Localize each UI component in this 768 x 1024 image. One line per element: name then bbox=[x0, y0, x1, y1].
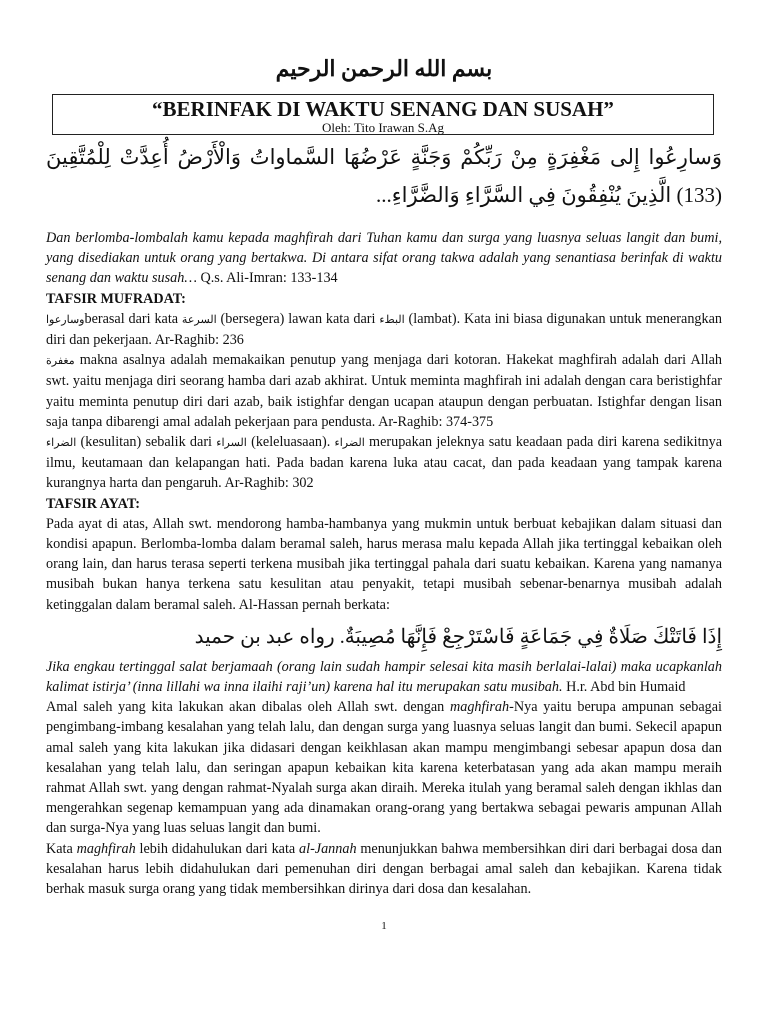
entry-text: (lambat). Kata ini biasa digunakan untuk menerangkan diri dan pekerjaan. Ar-Raghib: 236 bbox=[46, 310, 722, 349]
author-line: Oleh: Tito Irawan S.Ag bbox=[321, 120, 445, 135]
paragraph-text: menunjukkan bahwa membersihkan diri dari berbagai dosa dan kesalahan harus lebih didahulukan dari pemenuhan diri dengan berbagai amal saleh dan kebajikan. Karena tidak berhak masuk surga orang yang tidak membersihkan dirinya dari dosa dan kesalahan. bbox=[46, 840, 722, 898]
paragraph-text: Amal saleh yang kita lakukan akan dibalas oleh Allah swt. dengan bbox=[46, 699, 450, 716]
mufradat-heading: TAFSIR MUFRADAT: bbox=[46, 290, 186, 307]
verse-translation bbox=[46, 228, 722, 289]
ayat-heading: TAFSIR AYAT: bbox=[46, 495, 140, 512]
paragraph-text: Kata bbox=[46, 840, 77, 857]
mufradat-entry-3 bbox=[46, 432, 722, 494]
arabic-term: مغفرة bbox=[46, 355, 75, 368]
entry-text: (kesulitan) sebalik dari bbox=[76, 434, 217, 451]
page-title: “BERINFAK DI WAKTU SENANG DAN SUSAH” bbox=[152, 97, 614, 121]
hadith-translation-text: Jika engkau tertinggal salat berjamaah (orang lain sudah hampir selesai kita masih berlalai-lalai) maka ucapkanlah kalimat istirja’ (inna lillahi wa inna ilaihi raji’un) karena hal itu merupakan satu musibah. bbox=[46, 658, 722, 696]
arabic-term: وسارعوا bbox=[46, 313, 85, 326]
entry-text: makna asalnya adalah memakaikan penutup yang menjaga dari kotoran. Hakekat maghfirah adalah dari Allah swt. yaitu menjaga diri seorang hamba dari azab akhirat. Untuk meminta maghfirah ini adalah dengan cara beristighfar yaitu meminta penutup diri dari azab, baik istighfar dengan ucapan ataupun dengan perbuatan. Istighfar dengan lisan saja tanpa dibarengi amal adalah pekerjaan para pendusta. Ar-Raghib: 374-375 bbox=[46, 352, 722, 430]
entry-text: (keleluasaan). bbox=[246, 434, 335, 451]
paragraph-text: lebih didahulukan dari kata bbox=[135, 840, 300, 857]
page-number: 1 bbox=[381, 920, 387, 932]
paragraph-text: -Nya yaitu berupa ampunan sebagai pengimbang-imbang kesalahan yang telah lalu, dan dengan surga yang luasnya seluas langit dan bumi. Sekecil apapun amal saleh yang kita lakukan jika didasari dengan keikhlasan akan mampu mengimbangi sebesar apapun dosa dan kesalahan yang telah lalu, dan seringan apapun kebaikan kita karena keterbatasan yang ada akan mampu meraih rahmat Allah swt. yang dengan rahmat-Nyalah surga akan diraih. Mereka itulah yang beramal saleh dengan ikhlas dan mengerahkan segenap kemampuan yang ada dinamakan orang-orang yang bertakwa sebagai pewaris ampunan Allah dan surga-Nya yang luas seluas langit dan bumi. bbox=[46, 699, 722, 837]
arabic-term: البطء bbox=[379, 313, 405, 326]
arabic-term: السرعة bbox=[181, 313, 217, 326]
entry-text: (bersegera) lawan kata dari bbox=[216, 310, 380, 327]
translation-text: Dan berlomba-lombalah kamu kepada maghfirah dari Tuhan kamu dan surga yang luasnya seluas langit dan bumi, yang disediakan untuk orang yang bertakwa. Di antara sifat orang takwa adalah yang senantiasa berinfak di waktu senang dan waktu susah… bbox=[46, 230, 722, 287]
paragraph-italic: maghfirah bbox=[76, 840, 136, 857]
paragraph-italic: maghfirah bbox=[450, 699, 510, 716]
arabic-term: الضراء bbox=[334, 437, 365, 450]
ayat-paragraph-1: Pada ayat di atas, Allah swt. mendorong hamba-hambanya yang mukmin untuk berbuat kebajikan dalam situasi dan kondisi apapun. Berlomba-lomba dalam beramal saleh, harus merasa malu kepada Allah jika tertinggal kebaikan oleh orang lain, dan harus terasa seperti terkena musibah jika tertinggal pahala dari suatu kebaikan. Karena yang namanya musibah bukan hanya terkena satu kesulitan atau penyakit, tetapi musibah sebenar-benarnya musibah adalah ketinggalan dalam beramal saleh. Al-Hassan pernah berkata: bbox=[46, 515, 722, 613]
title-box bbox=[52, 94, 714, 135]
hadith-reference: H.r. Abd bin Humaid bbox=[562, 679, 686, 696]
paragraph-italic: al-Jannah bbox=[299, 840, 357, 857]
translation-reference: Q.s. Ali-Imran: 133-134 bbox=[196, 270, 338, 287]
article-body bbox=[46, 228, 722, 899]
mufradat-entry-2 bbox=[46, 350, 722, 432]
entry-text: berasal dari kata bbox=[84, 310, 182, 327]
basmala: بسم الله الرحمن الرحيم bbox=[275, 56, 493, 81]
quran-verse-arabic: وَسارِعُوا إِلى مَغْفِرَةٍ مِنْ رَبِّكُمْ وَجَنَّةٍ عَرْضُهَا السَّماواتُ وَالْأَرْضُ أُعِدَّتْ لِلْمُتَّقِينَ (133) الَّذِينَ يُنْفِقُونَ فِي السَّرَّاءِ وَالضَّرَّاءِ... bbox=[46, 145, 722, 207]
mufradat-entry-1 bbox=[46, 309, 722, 350]
arabic-term: الضراء bbox=[46, 437, 77, 450]
ayat-paragraph-3 bbox=[46, 839, 722, 900]
hadith-arabic: إِذَا فَاتَتْكَ صَلَاةٌ فِي جَمَاعَةٍ فَاسْتَرْجِعْ فَإِنَّهَا مُصِيبَةٌ. رواه عبد بن حميد bbox=[194, 625, 722, 648]
ayat-paragraph-2 bbox=[46, 697, 722, 838]
entry-text: merupakan jeleknya satu keadaan pada diri karena sedikitnya ilmu, keutamaan dan kelapangan hati. Pada badan karena luka atau cacat, dan pada keadaan yang tampak karena kurangnya harta dan pengaruh. Ar-Raghib: 302 bbox=[46, 434, 722, 492]
hadith-translation bbox=[46, 657, 722, 697]
arabic-term: السراء bbox=[216, 437, 247, 450]
